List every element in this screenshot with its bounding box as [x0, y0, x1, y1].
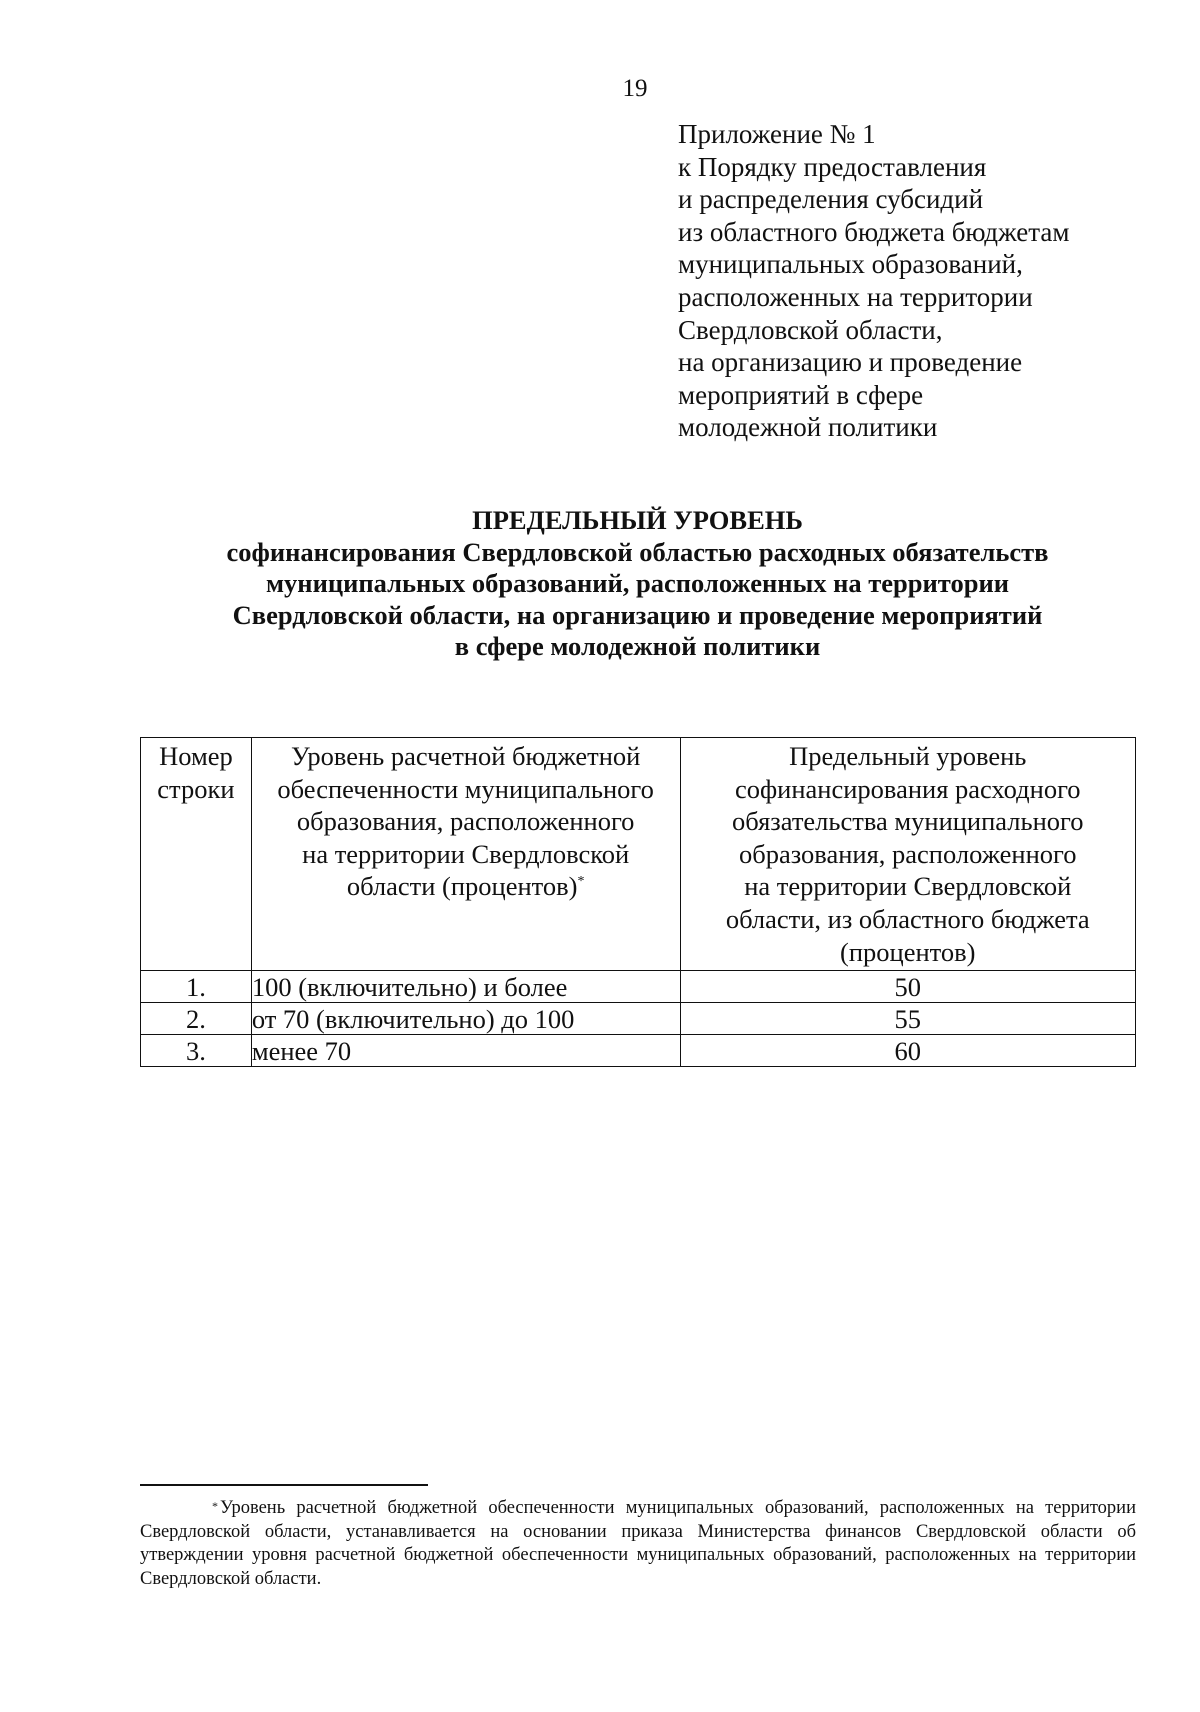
- title-line: муниципальных образований, расположенных на территории: [266, 568, 1009, 598]
- table-row: [141, 1003, 1136, 1035]
- header-line: [252, 870, 680, 903]
- header-line: строки: [157, 773, 235, 804]
- header-line: на территории Свердловской: [744, 871, 1072, 902]
- title-line: в сфере молодежной политики: [454, 631, 821, 661]
- header-line: обеспеченности муниципального: [277, 773, 654, 804]
- footnote-marker: *: [212, 1499, 218, 1513]
- cofinancing-limit-cell: 55: [680, 1003, 1135, 1035]
- header-line: Уровень расчетной бюджетной: [290, 741, 641, 771]
- header-line: на территории Свердловской: [302, 838, 630, 869]
- title-line: Свердловской области, на организацию и проведение мероприятий: [232, 599, 1043, 630]
- appendix-line: расположенных на территории: [678, 281, 1033, 312]
- title-line: софинансирования Свердловской областью расходных обязательств: [226, 536, 1049, 567]
- appendix-line: мероприятий в сфере: [678, 379, 924, 410]
- footnote-text: Уровень расчетной бюджетной обеспеченности муниципальных образований, расположенных на территории Свердловской области, устанавливается на основании приказа Министерства финансов Свердловской области об утверждении уровня расчетной бюджетной обеспеченности муниципальных образований, расположенных на территории Свердловской области.: [140, 1498, 1136, 1589]
- footnote-divider: [140, 1484, 428, 1486]
- title-heading: ПРЕДЕЛЬНЫЙ УРОВЕНЬ: [472, 505, 803, 535]
- header-line: софинансирования расходного: [734, 773, 1081, 804]
- appendix-line: из областного бюджета бюджетам: [678, 216, 1070, 247]
- appendix-line: к Порядку предоставления: [678, 151, 987, 182]
- budget-level-cell: от 70 (включительно) до 100: [251, 1003, 680, 1035]
- header-line: образования, расположенного: [296, 806, 635, 837]
- header-row-number: [141, 738, 252, 971]
- table-row: [141, 1035, 1136, 1067]
- budget-level-cell: менее 70: [251, 1035, 680, 1067]
- appendix-line: на организацию и проведение: [678, 347, 1023, 378]
- header-line: Номер: [159, 741, 233, 771]
- appendix-line: молодежной политики: [678, 412, 938, 443]
- table-row: [141, 971, 1136, 1003]
- cofinancing-limit-cell: 50: [680, 971, 1135, 1003]
- appendix-reference: [678, 118, 1178, 444]
- footnote: [140, 1497, 1136, 1591]
- cofinancing-limits-table: [140, 737, 1136, 1067]
- cofinancing-limit-cell: 60: [680, 1035, 1135, 1067]
- footnote-reference: *: [577, 874, 585, 890]
- row-number-cell: 3.: [141, 1035, 252, 1067]
- page-number: 19: [622, 75, 648, 102]
- appendix-line: и распределения субсидий: [678, 184, 984, 215]
- header-line-text: области (процентов): [346, 871, 578, 902]
- header-budget-level: [251, 738, 680, 971]
- appendix-line: Приложение № 1: [678, 119, 876, 149]
- header-line: обязательства муниципального: [732, 806, 1084, 837]
- header-line: области, из областного бюджета: [725, 903, 1090, 934]
- header-line: образования, расположенного: [739, 838, 1077, 869]
- table-header-row: [141, 738, 1136, 971]
- document-title: [140, 505, 1135, 663]
- header-line: Предельный уровень: [789, 741, 1027, 771]
- header-line: (процентов): [840, 936, 976, 967]
- appendix-line: Свердловской области,: [678, 314, 943, 345]
- row-number-cell: 2.: [141, 1003, 252, 1035]
- budget-level-cell: 100 (включительно) и более: [251, 971, 680, 1003]
- row-number-cell: 1.: [141, 971, 252, 1003]
- header-cofinancing-limit: [680, 738, 1135, 971]
- appendix-line: муниципальных образований,: [678, 249, 1023, 280]
